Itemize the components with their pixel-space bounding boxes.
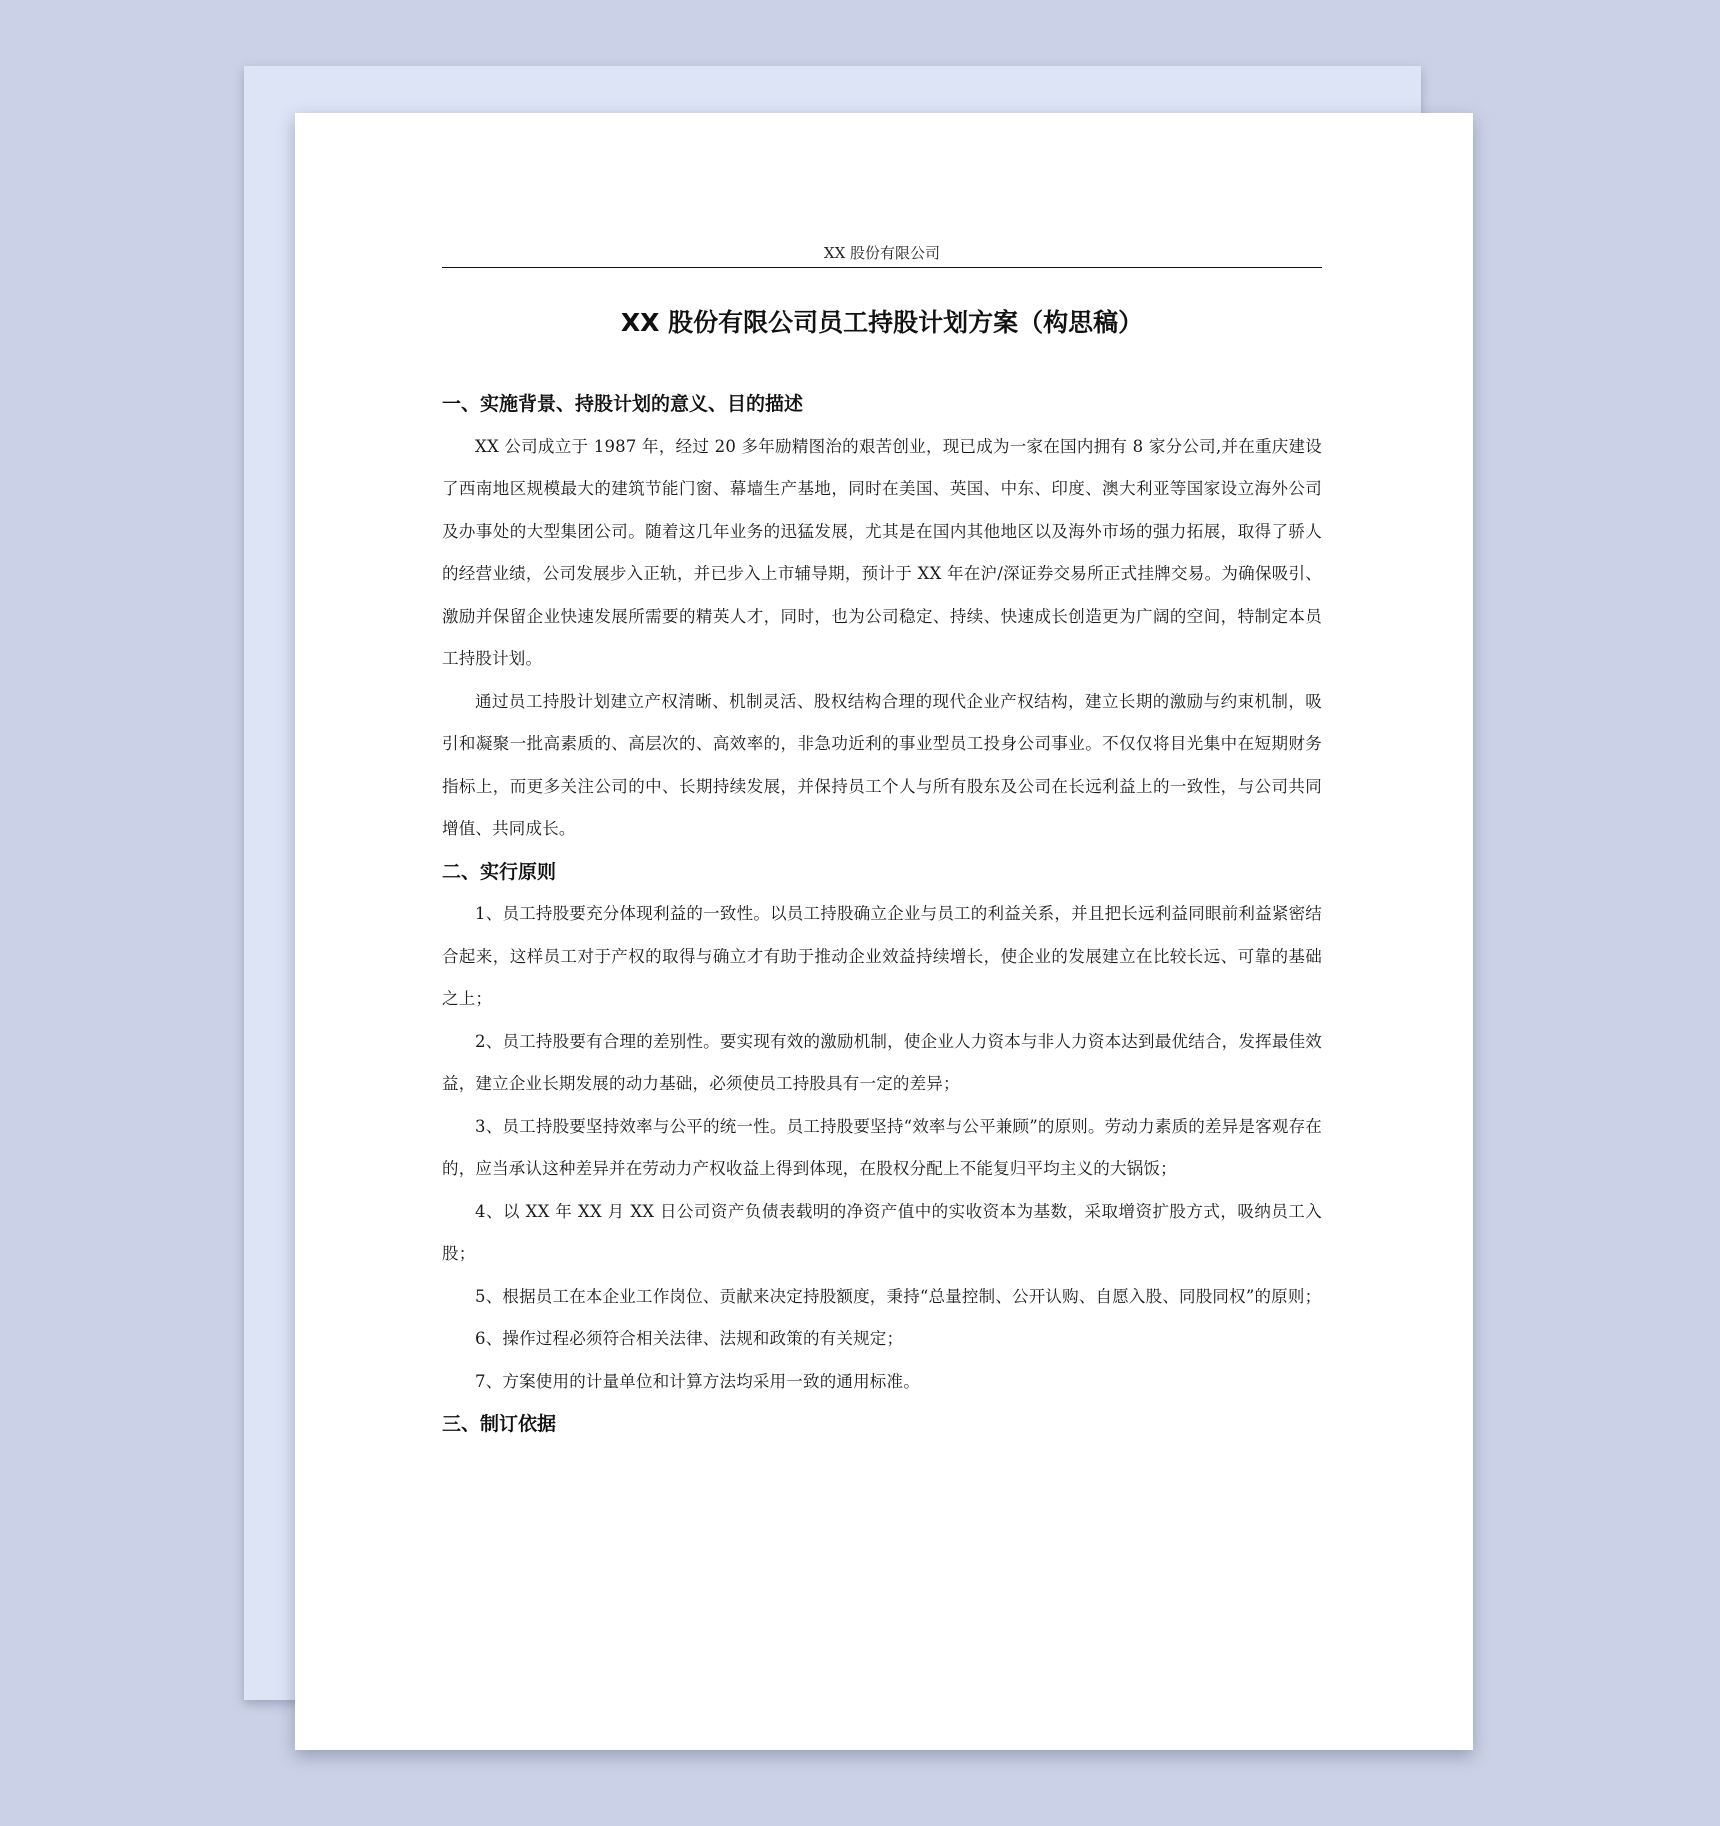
principle-item: 4、以 XX 年 XX 月 XX 日公司资产负债表载明的净资产值中的实收资本为基数，采取增资扩股方式，吸纳员工入股； (442, 1201, 1322, 1263)
document-title: XX 股份有限公司员工持股计划方案（构思稿） (620, 308, 1144, 337)
principle-item: 1、员工持股要充分体现利益的一致性。以员工持股确立企业与员工的利益关系，并且把长远利益同眼前利益紧密结合起来，这样员工对于产权的取得与确立才有助于推动企业效益持续增长，使企业的发展建立在比较长远、可靠的基础之上； (442, 904, 1322, 1008)
document-page (295, 113, 1473, 1750)
principle-item: 3、员工持股要坚持效率与公平的统一性。员工持股要坚持“效率与公平兼顾”的原则。劳动力素质的差异是客观存在的，应当承认这种差异并在劳动力产权收益上得到体现，在股权分配上不能复归平均主义的大锅饭； (442, 1116, 1322, 1178)
principle-item: 2、员工持股要有合理的差别性。要实现有效的激励机制，使企业人力资本与非人力资本达到最优结合，发挥最佳效益，建立企业长期发展的动力基础，必须使员工持股具有一定的差异； (442, 1031, 1322, 1093)
section-heading: 一、实施背景、持股计划的意义、目的描述 (442, 393, 804, 415)
principle-item: 7、方案使用的计量单位和计算方法均采用一致的通用标准。 (475, 1371, 920, 1391)
principle-item: 6、操作过程必须符合相关法律、法规和政策的有关规定； (475, 1329, 904, 1348)
principle-item: 5、根据员工在本企业工作岗位、贡献来决定持股额度，秉持“总量控制、公开认购、自愿入股、同股同权”的原则； (475, 1286, 1322, 1306)
section-heading: 二、实行原则 (442, 860, 557, 883)
document-body (442, 383, 1322, 1446)
paragraph: XX 公司成立于 1987 年，经过 20 多年励精图治的艰苦创业，现已成为一家在国内拥有 8 家分公司,并在重庆建设了西南地区规模最大的建筑节能门窗、幕墙生产基地，同时在美国、英国、中东、印度、澳大利亚等国家设立海外公司及办事处的大型集团公司。随着这几年业务的迅猛发展，尤其是在国内其他地区以及海外市场的强力拓展，取得了骄人的经营业绩，公司发展步入正轨，并已步入上市辅导期，预计于 XX 年在沪/深证券交易所正式挂牌交易。为确保吸引、激励并保留企业快速发展所需要的精英人才，同时，也为公司稳定、持续、快速成长创造更为广阔的空间，特制定本员工持股计划。 (442, 436, 1322, 668)
paragraph: 通过员工持股计划建立产权清晰、机制灵活、股权结构合理的现代企业产权结构，建立长期的激励与约束机制，吸引和凝聚一批高素质的、高层次的、高效率的，非急功近利的事业型员工投身公司事业。不仅仅将目光集中在短期财务指标上，而更多关注公司的中、长期持续发展，并保持员工个人与所有股东及公司在长远利益上的一致性，与公司共同增值、共同成长。 (442, 691, 1322, 838)
running-header: XX 股份有限公司 (442, 243, 1322, 268)
document-content (442, 243, 1322, 1446)
section-heading: 三、制订依据 (442, 1413, 557, 1435)
